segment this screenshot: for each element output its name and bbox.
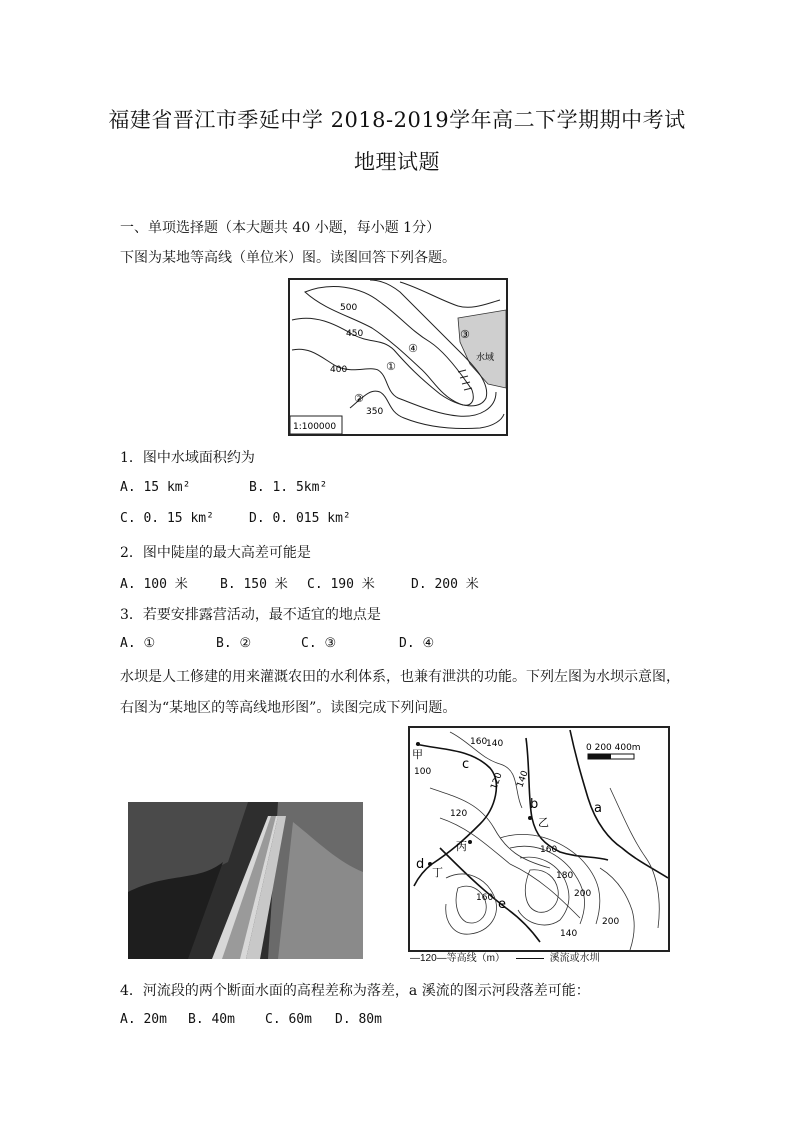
point-3: ③ xyxy=(460,328,470,341)
question-3-stem: 3．若要安排露营活动，最不适宜的地点是 xyxy=(120,607,381,623)
q4-option-b[interactable]: B. 40m xyxy=(188,1012,235,1027)
label-120b: 120 xyxy=(489,771,505,792)
label-400: 400 xyxy=(330,365,348,375)
question-4-stem: 4．河流段的两个断面水面的高程差称为落差，a 溪流的图示河段落差可能： xyxy=(120,983,590,999)
contour-450 xyxy=(292,280,487,406)
contour-north xyxy=(400,282,500,307)
label-jia: 甲 xyxy=(412,748,423,761)
label-100: 100 xyxy=(414,767,432,777)
q1-option-d[interactable]: D. 0. 015 km² xyxy=(249,511,351,526)
label-500: 500 xyxy=(340,303,358,313)
label-160c: 160 xyxy=(476,893,494,903)
document-subtitle: 地理试题 xyxy=(354,150,440,174)
section-heading: 一、单项选择题（本大题共 40 小题，每小题 1分） xyxy=(120,220,441,236)
contour-9 xyxy=(456,886,486,923)
q2-option-b[interactable]: B. 150 米 xyxy=(220,577,288,592)
point-jia-marker xyxy=(416,742,420,746)
scale-bar-label: 0 200 400m xyxy=(586,743,641,753)
label-350: 350 xyxy=(366,407,384,417)
topographic-map-legend xyxy=(410,949,600,964)
label-yi: 乙 xyxy=(538,816,549,829)
contour-7 xyxy=(525,870,558,913)
label-160a: 160 xyxy=(470,737,488,747)
intro-paragraph-2-line-2: 右图为“某地区的等高线地形图”。读图完成下列问题。 xyxy=(120,700,457,716)
q1-option-a[interactable]: A. 15 km² xyxy=(120,480,191,495)
topographic-map-figure xyxy=(408,726,670,952)
label-e: e xyxy=(498,897,506,912)
label-180: 180 xyxy=(556,871,574,881)
point-2: ② xyxy=(354,392,364,405)
q2-option-c[interactable]: C. 190 米 xyxy=(307,577,375,592)
label-200a: 200 xyxy=(574,889,592,899)
q4-option-d[interactable]: D. 80m xyxy=(335,1012,382,1027)
q1-option-c[interactable]: C. 0. 15 km² xyxy=(120,511,214,526)
legend-stream: 溪流或水圳 xyxy=(549,953,600,964)
contour-map xyxy=(290,280,506,434)
q1-option-b[interactable]: B. 1. 5km² xyxy=(249,480,328,495)
label-140c: 140 xyxy=(560,929,578,939)
q2-option-d[interactable]: D. 200 米 xyxy=(411,577,479,592)
q3-option-a[interactable]: A. ① xyxy=(120,636,156,651)
scale-bar-fill xyxy=(588,754,611,759)
label-c: c xyxy=(462,757,470,772)
q4-option-a[interactable]: A. 20m xyxy=(120,1012,167,1027)
water-label: 水域 xyxy=(476,353,495,363)
contour-11 xyxy=(600,868,634,950)
label-b: b xyxy=(530,797,539,812)
legend-stream-line xyxy=(516,958,544,959)
label-bing: 丙 xyxy=(456,840,467,853)
label-140b: 140 xyxy=(515,769,531,790)
label-160b: 160 xyxy=(540,845,558,855)
topographic-map xyxy=(410,728,668,950)
q2-option-a[interactable]: A. 100 米 xyxy=(120,577,188,592)
legend-contour: —120—等高线（m） xyxy=(410,953,506,964)
label-140a: 140 xyxy=(486,739,504,749)
dam-photo xyxy=(128,802,363,959)
q3-option-b[interactable]: B. ② xyxy=(216,636,252,651)
q4-option-c[interactable]: C. 60m xyxy=(265,1012,312,1027)
contour-map-figure xyxy=(288,278,508,436)
point-1: ① xyxy=(386,360,396,373)
document-title: 福建省晋江市季延中学 2018-2019学年高二下学期期中考试 xyxy=(108,108,686,132)
label-200b: 200 xyxy=(602,917,620,927)
label-a: a xyxy=(594,801,602,816)
contour-8 xyxy=(446,874,497,934)
question-2-stem: 2．图中陡崖的最大高差可能是 xyxy=(120,545,311,561)
intro-paragraph-2-line-1: 水坝是人工修建的用来灌溉农田的水利体系，也兼有泄洪的功能。下列左图为水坝示意图， xyxy=(120,669,680,685)
label-d: d xyxy=(416,857,425,872)
q3-option-d[interactable]: D. ④ xyxy=(399,636,435,651)
q3-option-c[interactable]: C. ③ xyxy=(301,636,337,651)
label-ding: 丁 xyxy=(432,866,443,879)
scale-label: 1:100000 xyxy=(293,422,337,432)
point-bing-marker xyxy=(468,840,472,844)
label-450: 450 xyxy=(346,329,364,339)
point-yi-marker xyxy=(528,816,532,820)
question-1-stem: 1．图中水域面积约为 xyxy=(120,450,255,466)
intro-paragraph-1: 下图为某地等高线（单位米）图。读图回答下列各题。 xyxy=(120,250,456,266)
dam-photo-illustration xyxy=(128,802,363,959)
point-4: ④ xyxy=(408,342,418,355)
label-120a: 120 xyxy=(450,809,468,819)
